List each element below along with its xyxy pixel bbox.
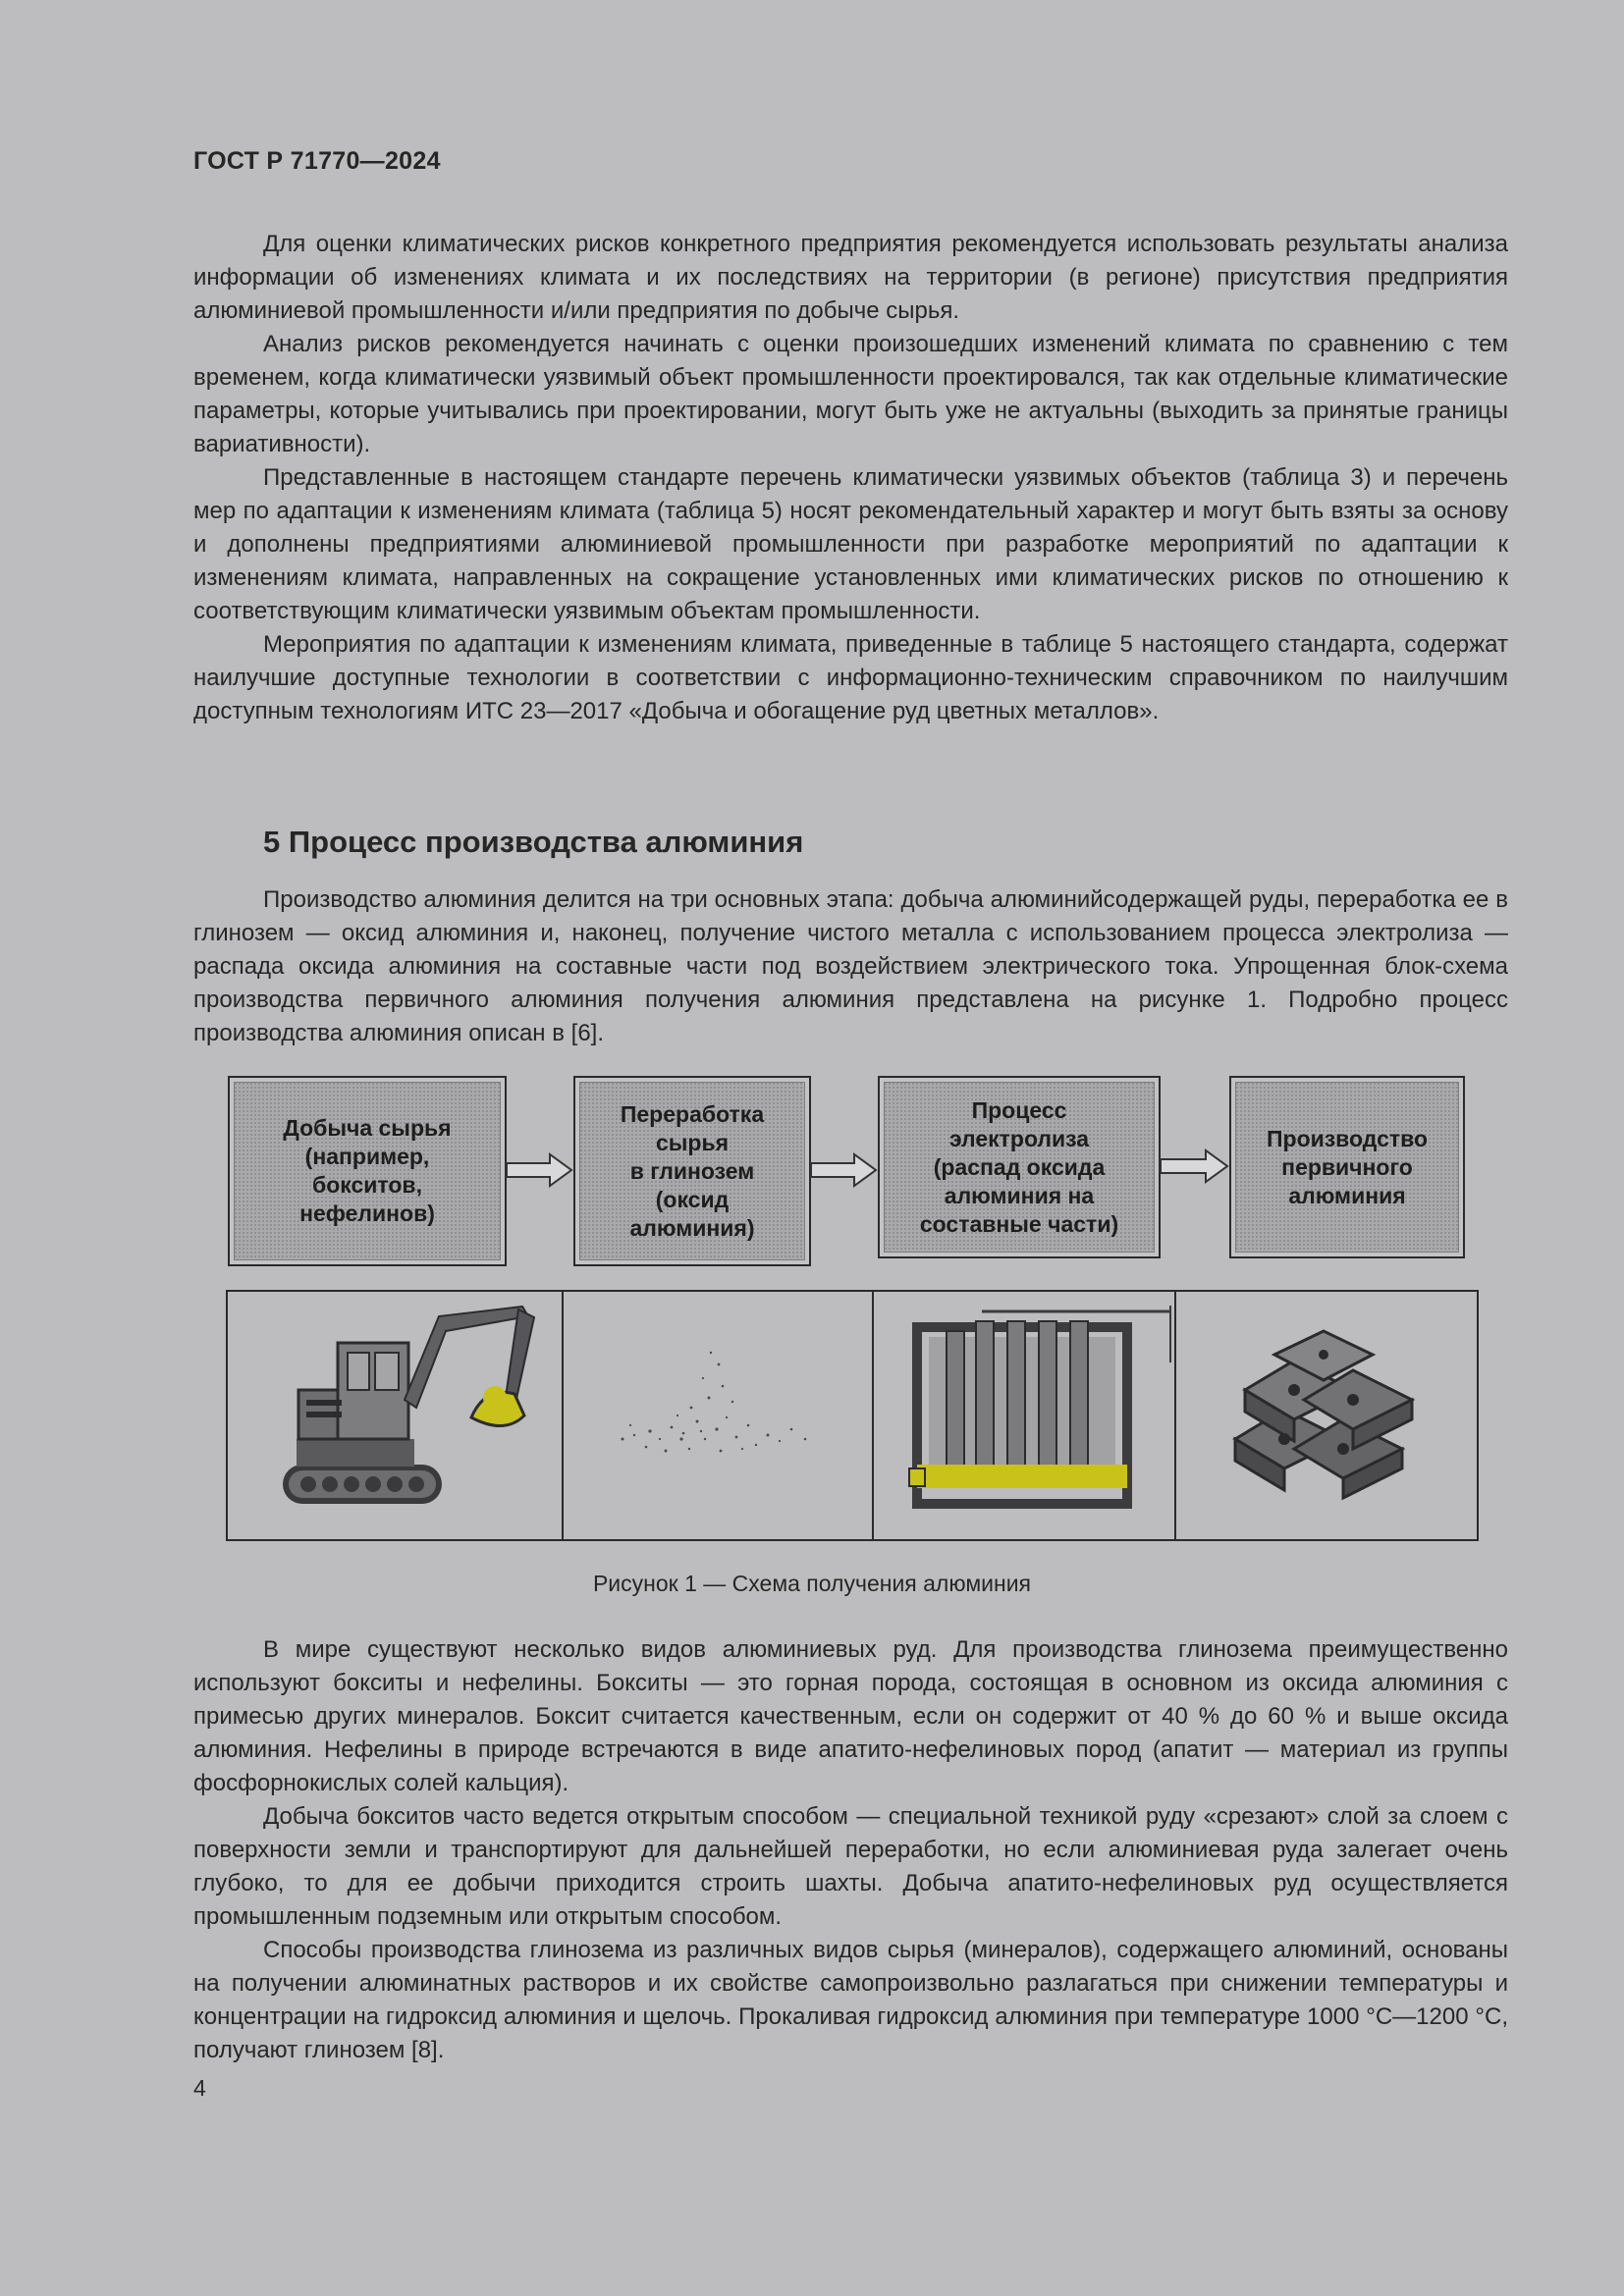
- electrolysis-cell-icon: [874, 1292, 1174, 1539]
- step-line: электролиза: [948, 1125, 1090, 1151]
- step-box-primary-aluminium: [1229, 1076, 1465, 1258]
- step-label: [1247, 1125, 1447, 1210]
- step-line: алюминия: [1288, 1182, 1406, 1208]
- step-line: алюминия на: [944, 1182, 1095, 1208]
- step-line: Производство: [1266, 1125, 1429, 1151]
- paragraph: Производство алюминия делится на три основных этапа: добыча алюминийсодержащей руды, переработка ее в глинозем — оксид алюминия и, наконец, получение чистого металла с использованием процесса электролиза — распада оксида алюминия на составные части под воздействием электрического тока. Упрощенная блок-схема производства первичного алюминия получения алюминия представлена на рисунке 1. Подробно процесс производства алюминия описан в [6].: [193, 886, 1508, 1046]
- step-box-alumina: [573, 1076, 811, 1266]
- section-heading: 5 Процесс производства алюминия: [263, 825, 804, 859]
- paragraph: Анализ рисков рекомендуется начинать с оценки произошедших изменений климата по сравнению с тем временем, когда климатически уязвимый объект промышленности проектировался, так как отдельные климатические параметры, которые учитывались при проектировании, могут быть уже не актуальны (выходить за принятые границы вариативности).: [193, 331, 1508, 457]
- step-line: первичного: [1281, 1153, 1413, 1180]
- step-line: (например,: [304, 1144, 430, 1169]
- step-box-mining: [228, 1076, 507, 1266]
- step-line: бокситов,: [312, 1172, 422, 1198]
- step-box-electrolysis: [878, 1076, 1161, 1258]
- document-id: ГОСТ Р 71770—2024: [193, 147, 441, 175]
- step-line: (оксид: [655, 1186, 730, 1212]
- powder-icon: [564, 1292, 872, 1539]
- intro-text: [193, 228, 1508, 728]
- panel-aluminium-ingots: [1176, 1292, 1477, 1539]
- paragraph: Для оценки климатических рисков конкретного предприятия рекомендуется использовать результаты анализа информации об изменениях климата и их последствиях на территории (в регионе) присутствия предприятия алюминиевой промышленности и/или предприятия по добыче сырья.: [193, 231, 1508, 324]
- section-intro-text: [193, 883, 1508, 1050]
- paragraph: В мире существуют несколько видов алюминиевых руд. Для производства глинозема преимущественно используют бокситы и нефелины. Бокситы — это горная порода, состоящая в основном из оксида алюминия с примесью других минералов. Боксит считается качественным, если он содержит от 40 % до 60 % и выше оксида алюминия. Нефелины в природе встречаются в виде апатито-нефелиновых пород (апатит — материал из группы фосфорнокислых солей кальция).: [193, 1636, 1508, 1796]
- excavator-icon: [228, 1292, 562, 1539]
- step-label: [900, 1096, 1138, 1239]
- page-number: 4: [193, 2075, 206, 2101]
- step-line: в глинозем: [629, 1157, 755, 1184]
- step-line: алюминия): [629, 1214, 755, 1241]
- paragraph: Мероприятия по адаптации к изменениям климата, приведенные в таблице 5 настоящего стандарта, содержат наилучшие доступные технологии в соответствии с информационно-техническим справочником по наилучшим доступным технологиям ИТС 23—2017 «Добыча и обогащение руд цветных металлов».: [193, 631, 1508, 724]
- arrow-right-icon: [1159, 1148, 1229, 1184]
- paragraph: Добыча бокситов часто ведется открытым способом — специальной техникой руду «срезают» слой за слоем с поверхности земли и транспортируют для дальнейшей переработки, но если алюминиевая руда залегает очень глубоко, то для ее добычи приходится строить шахты. Добыча апатито-нефелиновых руд осуществляется промышленным подземным или открытым способом.: [193, 1803, 1508, 1930]
- figure-caption: Рисунок 1 — Схема получения алюминия: [592, 1571, 1032, 1596]
- step-line: сырья: [655, 1129, 730, 1155]
- arrow-right-icon: [505, 1152, 573, 1188]
- step-label: [263, 1114, 470, 1228]
- panel-excavator: [228, 1292, 564, 1539]
- step-line: (распад оксида: [933, 1153, 1106, 1180]
- paragraph: Представленные в настоящем стандарте перечень климатически уязвимых объектов (таблица 3) и перечень мер по адаптации к изменениям климата (таблица 5) носят рекомендательный характер и могут быть взяты за основу и дополнены предприятиями алюминиевой промышленности при разработке мероприятий по адаптации к изменениям климата, направленных на сокращение установленных ими климатических рисков по отношению к соответствующим климатически уязвимым объектам промышленности.: [193, 464, 1508, 624]
- step-line: составные части): [919, 1210, 1119, 1237]
- arrow-right-icon: [809, 1152, 878, 1188]
- paragraph: Способы производства глинозема из различных видов сырья (минералов), содержащего алюминий, основаны на получении алюминатных растворов и их свойстве самопроизвольно разлагаться при снижении температуры и концентрации на гидроксид алюминия и щелочь. Прокаливая гидроксид алюминия при температуре 1000 °С—1200 °С, получают глинозем [8].: [193, 1937, 1508, 2063]
- figure-aluminium-process: [226, 1074, 1479, 1545]
- step-line: Процесс: [971, 1096, 1067, 1123]
- ingot-stack-icon: [1176, 1292, 1477, 1539]
- step-line: нефелинов): [299, 1201, 435, 1226]
- step-line: Добыча сырья: [283, 1115, 452, 1141]
- step-label: [601, 1100, 784, 1243]
- panel-electrolysis-cell: [874, 1292, 1176, 1539]
- body-text: [193, 1633, 1508, 2067]
- panel-alumina-powder: [564, 1292, 874, 1539]
- illustration-panels: [226, 1290, 1479, 1541]
- step-line: Переработка: [620, 1100, 765, 1127]
